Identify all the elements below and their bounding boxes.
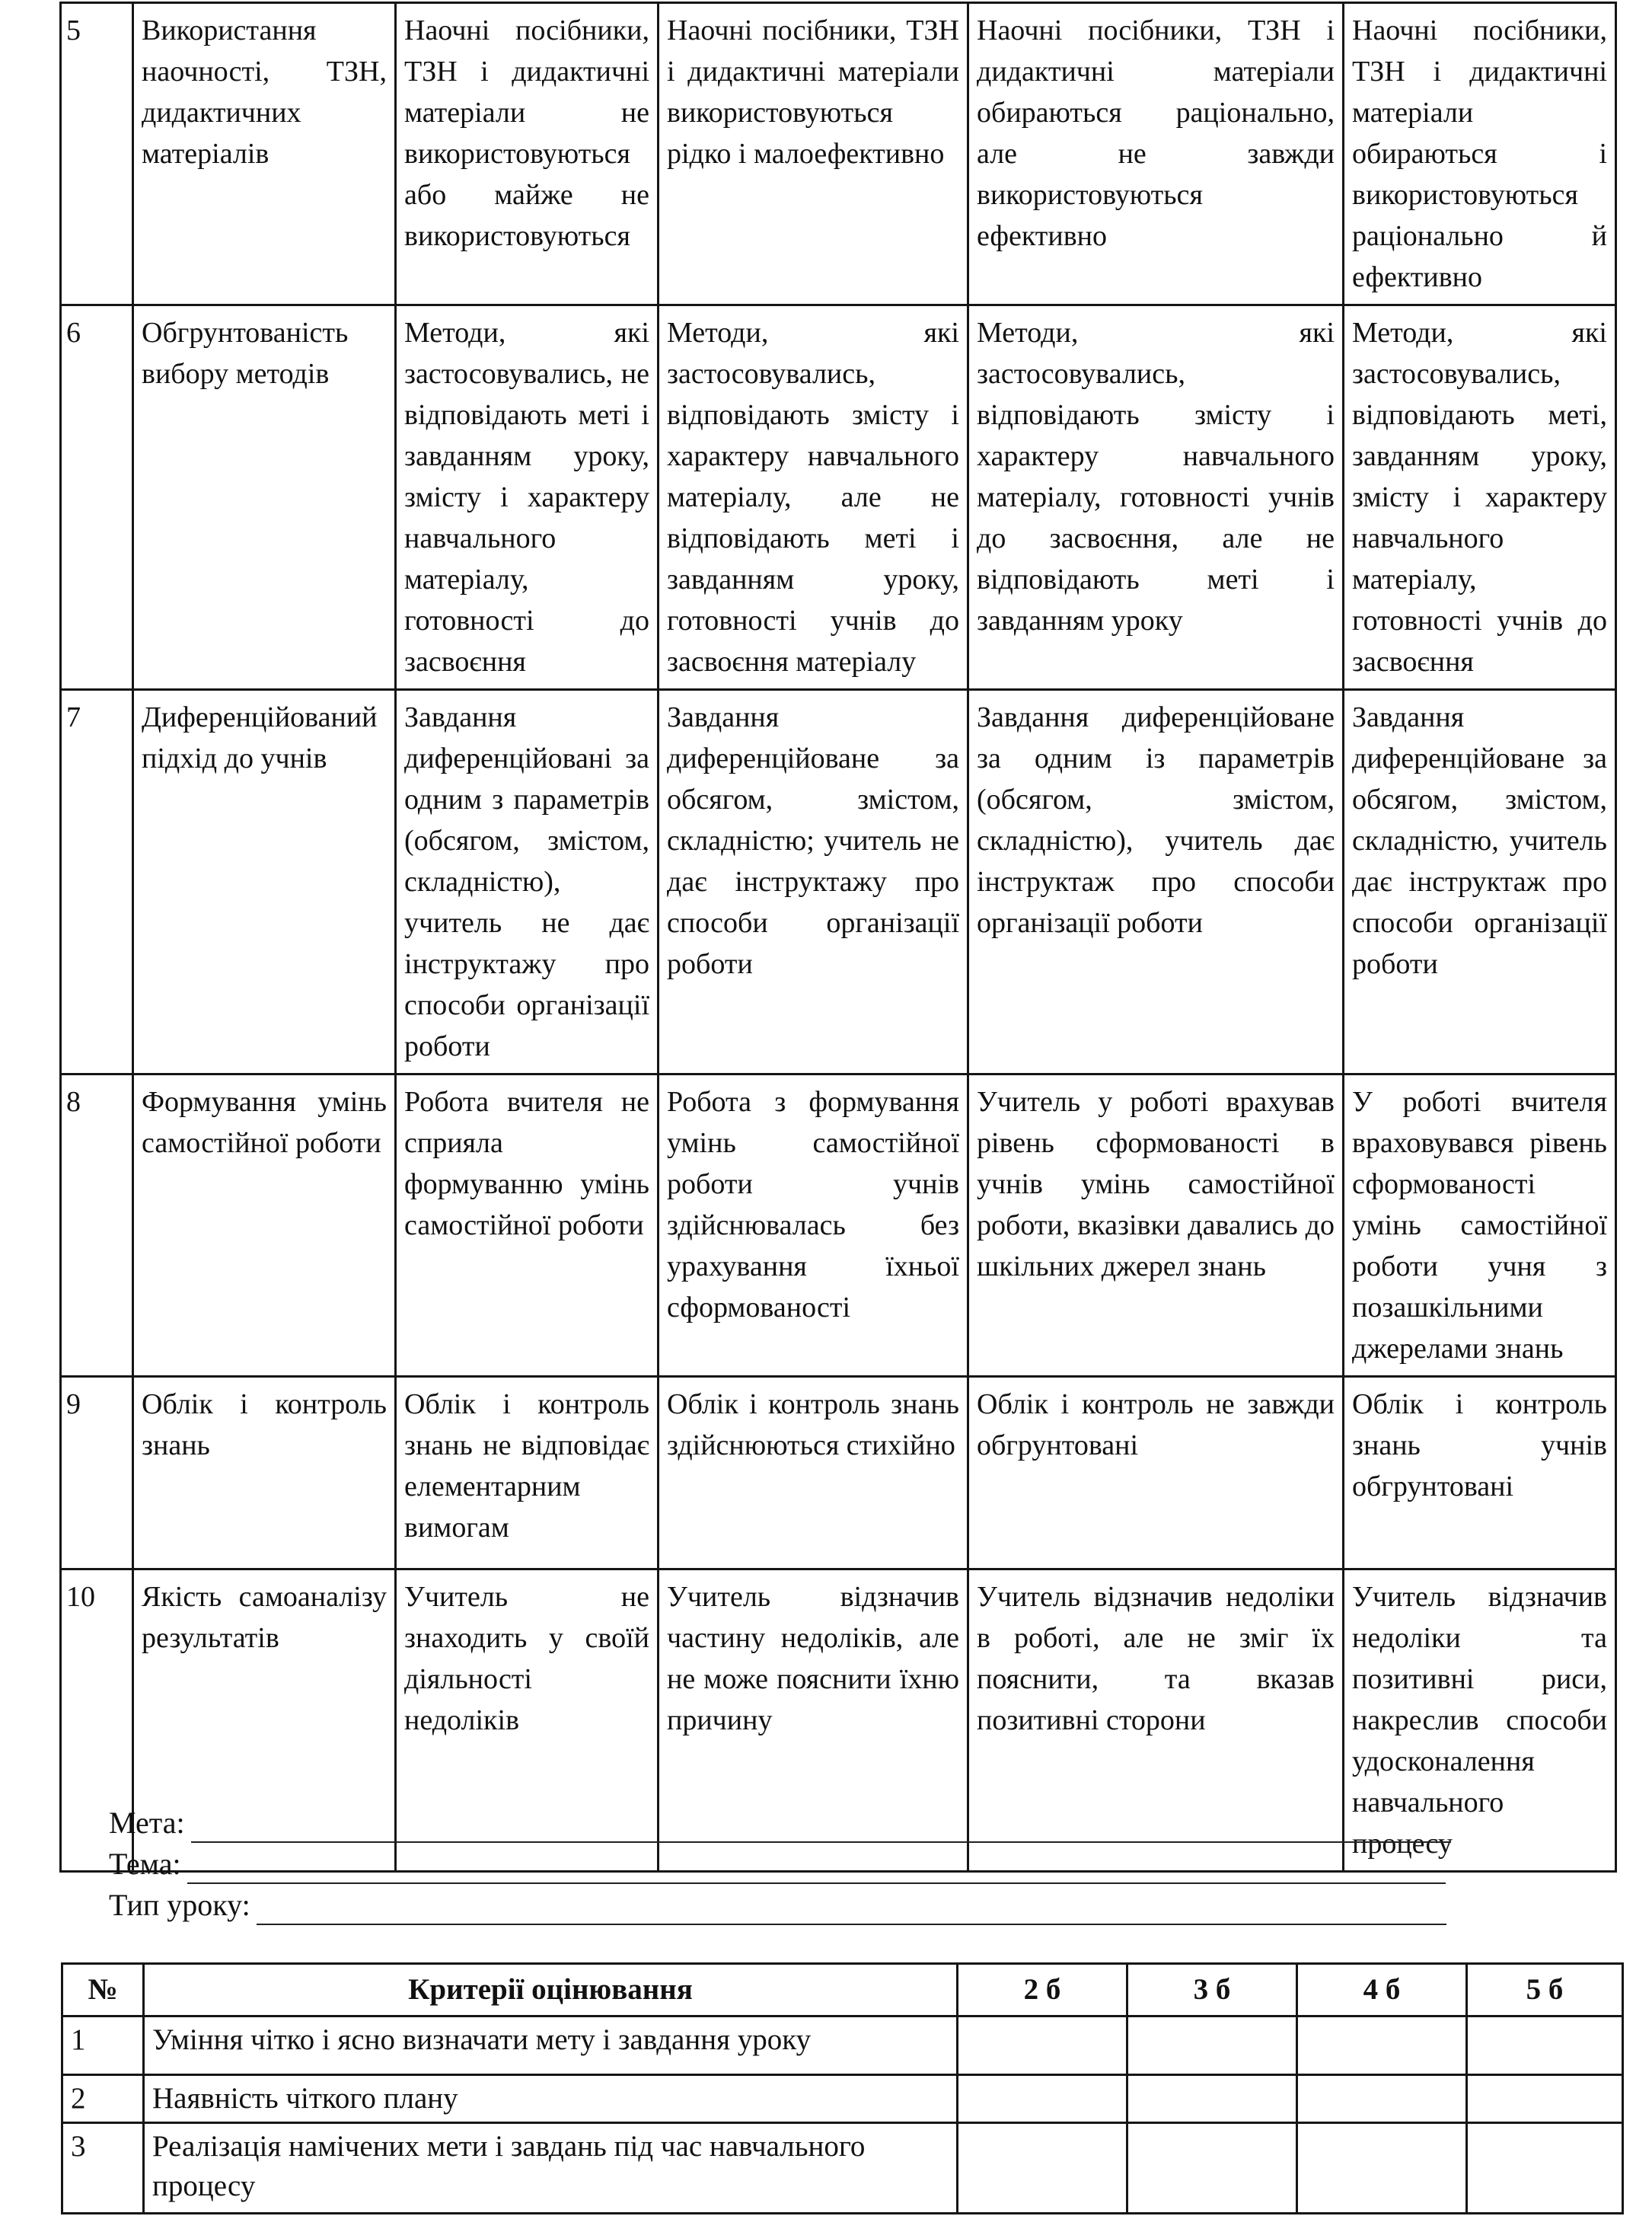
row-number: 1 — [62, 2016, 144, 2075]
criterion-cell: Облік і контроль знань — [133, 1377, 396, 1569]
score-2-cell: Облік і контроль знань не відповідає елементарним вимогам — [396, 1377, 659, 1569]
score-4-input-cell[interactable] — [1297, 2123, 1467, 2214]
row-number: 5 — [61, 3, 133, 305]
score-4-cell: Методи, які застосовувались, відповідають змісту і характеру навчального матеріалу, готовності учнів до засвоєння, але не відповідають меті і завданням уроку — [968, 305, 1344, 690]
score-2-cell: Учитель не знаходить у своїй діяльності недоліків — [396, 1569, 659, 1872]
table-row — [61, 1074, 1616, 1377]
score-3-input-cell[interactable] — [1127, 2123, 1297, 2214]
score-3-cell: Облік і контроль знань здійснюються стихійно — [659, 1377, 968, 1569]
criterion-cell: Якість самоаналізу результатів — [133, 1569, 396, 1872]
row-number: 10 — [61, 1569, 133, 1872]
score-5-cell: Облік і контроль знань учнів обгрунтовані — [1344, 1377, 1616, 1569]
criterion-cell: Уміння чітко і ясно визначати мету і завдання уроку — [144, 2016, 958, 2075]
score-4-input-cell[interactable] — [1297, 2016, 1467, 2075]
table-row — [61, 690, 1616, 1074]
topic-label: Тема: — [109, 1847, 181, 1881]
table-row — [62, 2075, 1623, 2123]
topic-blank-field[interactable] — [187, 1854, 1446, 1884]
row-number: 6 — [61, 305, 133, 690]
score-2-input-cell[interactable] — [958, 2075, 1127, 2123]
score-4-cell: Наочні посібники, ТЗН і дидактичні матеріали обираються раціонально, але не завжди використовуються ефективно — [968, 3, 1344, 305]
criterion-cell: Диференційований підхід до учнів — [133, 690, 396, 1074]
score-2-input-cell[interactable] — [958, 2016, 1127, 2075]
score-2-cell: Завдання диференційовані за одним з параметрів (обсягом, змістом, складністю), учитель не дає інструктажу про способи організації роботи — [396, 690, 659, 1074]
goal-blank-field[interactable] — [191, 1812, 1451, 1843]
score-3-cell: Завдання диференційоване за обсягом, змістом, складністю; учитель не дає інструктажу про способи організації роботи — [659, 690, 968, 1074]
score-4-header: 4 б — [1297, 1964, 1467, 2016]
score-5-cell: Учитель відзначив недоліки та позитивні риси, накреслив способи удосконалення навчального процесу — [1344, 1569, 1616, 1872]
score-5-header: 5 б — [1467, 1964, 1623, 2016]
score-2-header: 2 б — [958, 1964, 1127, 2016]
score-3-cell: Учитель відзначив частину недоліків, але не може пояснити їхню причину — [659, 1569, 968, 1872]
score-4-input-cell[interactable] — [1297, 2075, 1467, 2123]
score-3-cell: Наочні посібники, ТЗН і дидактичні матеріали використовуються рідко і малоефективно — [659, 3, 968, 305]
score-5-cell: Методи, які застосовувались, відповідають меті, завданням уроку, змісту і характеру навчального матеріалу, готовності учнів до засвоєння — [1344, 305, 1616, 690]
score-4-cell: Завдання диференційоване за одним із параметрів (обсягом, змістом, складністю), учитель дає інструктаж про способи організації роботи — [968, 690, 1344, 1074]
score-3-input-cell[interactable] — [1127, 2075, 1297, 2123]
score-4-cell: Учитель у роботі врахував рівень сформованості в учнів умінь самостійної роботи, вказівки давались до шкільних джерел знань — [968, 1074, 1344, 1377]
goal-line — [109, 1803, 1451, 1843]
score-2-input-cell[interactable] — [958, 2123, 1127, 2214]
score-3-cell: Методи, які застосовувались, відповідають змісту і характеру навчального матеріалу, але не відповідають меті і завданням уроку, готовності учнів до засвоєння матеріалу — [659, 305, 968, 690]
lesson-type-label: Тип уроку: — [109, 1888, 250, 1922]
criterion-cell: Використання наочності, ТЗН, дидактичних матеріалів — [133, 3, 396, 305]
score-4-cell: Облік і контроль не завжди обгрунтовані — [968, 1377, 1344, 1569]
goal-label: Мета: — [109, 1806, 185, 1840]
lesson-type-blank-field[interactable] — [257, 1895, 1446, 1925]
criterion-cell: Обгрунтованість вибору методів — [133, 305, 396, 690]
score-5-input-cell[interactable] — [1467, 2123, 1623, 2214]
table-row — [62, 2016, 1623, 2075]
score-5-cell: У роботі вчителя враховувався рівень сформованості умінь самостійної роботи учня з позашкільними джерелами знань — [1344, 1074, 1616, 1377]
table-row — [61, 1377, 1616, 1569]
table-row — [62, 2123, 1623, 2214]
criterion-cell: Формування умінь самостійної роботи — [133, 1074, 396, 1377]
score-4-cell: Учитель відзначив недоліки в роботі, але не зміг їх пояснити, та вказав позитивні сторони — [968, 1569, 1344, 1872]
table-row — [61, 305, 1616, 690]
score-2-cell: Робота вчителя не сприяла формуванню умінь самостійної роботи — [396, 1074, 659, 1377]
header-row — [62, 1964, 1623, 2016]
score-5-input-cell[interactable] — [1467, 2016, 1623, 2075]
score-3-input-cell[interactable] — [1127, 2016, 1297, 2075]
criteria-descriptor-table — [59, 2, 1617, 1873]
criterion-cell: Наявність чіткого плану — [144, 2075, 958, 2123]
table-row — [61, 3, 1616, 305]
criterion-cell: Реалізація намічених мети і завдань під час навчального процесу — [144, 2123, 958, 2214]
lesson-type-line — [109, 1886, 1446, 1925]
score-3-cell: Робота з формування умінь самостійної роботи учнів здійснювалась без урахування їхньої сформованості — [659, 1074, 968, 1377]
scoring-table — [61, 1962, 1624, 2214]
row-number: 3 — [62, 2123, 144, 2214]
number-header: № — [62, 1964, 144, 2016]
topic-line — [109, 1844, 1446, 1884]
score-5-input-cell[interactable] — [1467, 2075, 1623, 2123]
criteria-header: Критерії оцінювання — [144, 1964, 958, 2016]
row-number: 9 — [61, 1377, 133, 1569]
row-number: 8 — [61, 1074, 133, 1377]
score-2-cell: Методи, які застосовувались, не відповідають меті і завданням уроку, змісту і характеру навчального матеріалу, готовності до засвоєння — [396, 305, 659, 690]
score-3-header: 3 б — [1127, 1964, 1297, 2016]
score-2-cell: Наочні посібники, ТЗН і дидактичні матеріали не використовуються або майже не використовуються — [396, 3, 659, 305]
score-5-cell: Наочні посібники, ТЗН і дидактичні матеріали обираються і використовуються раціонально й ефективно — [1344, 3, 1616, 305]
row-number: 2 — [62, 2075, 144, 2123]
row-number: 7 — [61, 690, 133, 1074]
score-5-cell: Завдання диференційоване за обсягом, змістом, складністю, учитель дає інструктаж про способи організації роботи — [1344, 690, 1616, 1074]
